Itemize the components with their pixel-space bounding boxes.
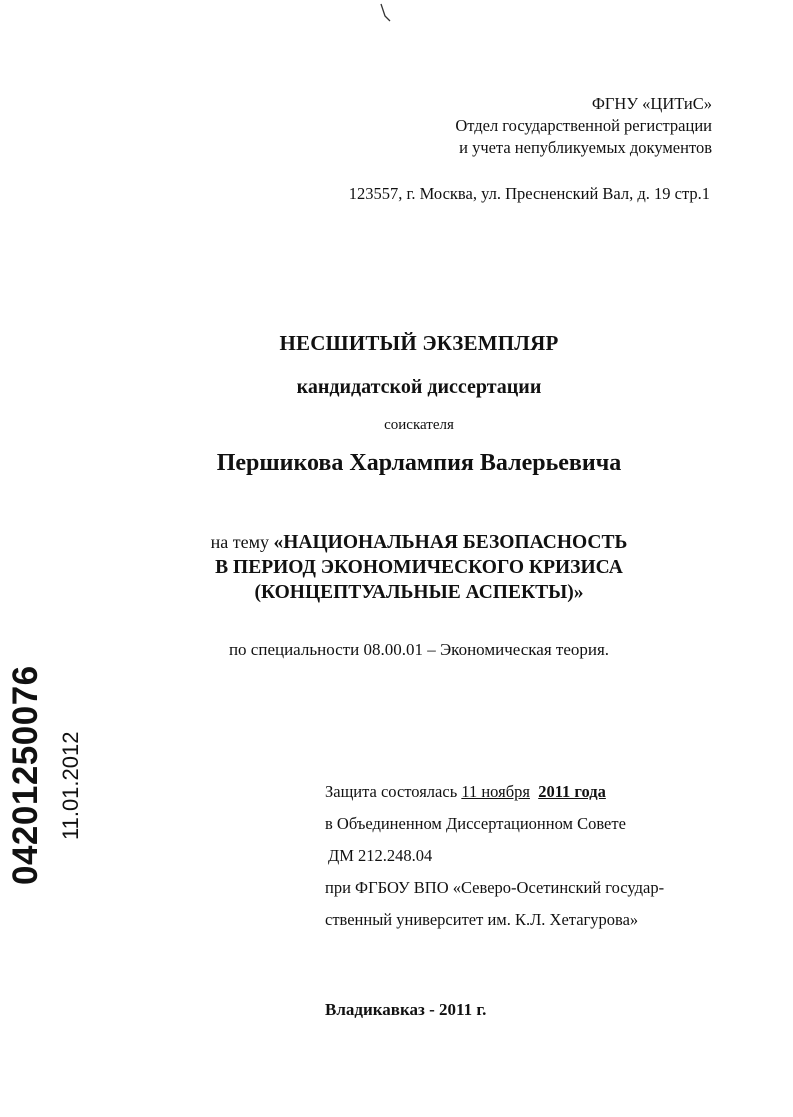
defense-university-1: при ФГБОУ ВПО «Северо-Осетинский государ- — [325, 878, 665, 897]
address: 123557, г. Москва, ул. Пресненский Вал, д. 19 стр.1 — [348, 184, 710, 203]
defense-info — [325, 776, 664, 936]
applicant-name: Першикова Харлампия Валерьевича — [216, 450, 622, 476]
applicant-label: соискателя — [384, 417, 454, 433]
dissertation-topic — [0, 530, 793, 605]
topic-line-3: (КОНЦЕПТУАЛЬНЫЕ АСПЕКТЫ)» — [254, 582, 584, 603]
defense-day: 11 ноября — [461, 782, 530, 801]
topic-line-2: В ПЕРИОД ЭКОНОМИЧЕСКОГО КРИЗИСА — [215, 557, 623, 578]
dept-line-2: и учета непубликуемых документов — [459, 138, 712, 157]
defense-year: 2011 года — [538, 782, 606, 801]
document-title: НЕСШИТЫЙ ЭКЗЕМПЛЯР — [279, 331, 559, 355]
topic-line-1: «НАЦИОНАЛЬНАЯ БЕЗОПАСНОСТЬ — [273, 532, 628, 553]
defense-university-2: ственный университет им. К.Л. Хетагурова» — [325, 910, 639, 929]
document-subtitle: кандидатской диссертации — [296, 376, 542, 398]
city-year: Владикавказ - 2011 г. — [325, 1000, 487, 1019]
dept-line-1: Отдел государственной регистрации — [455, 116, 712, 135]
pen-mark — [378, 2, 394, 24]
org-name: ФГНУ «ЦИТиС» — [591, 94, 712, 113]
organization-header — [455, 93, 712, 159]
defense-council-code: ДМ 212.248.04 — [328, 846, 433, 865]
defense-council: в Объединенном Диссертационном Совете — [325, 814, 626, 833]
specialty: по специальности 08.00.01 – Экономическая теория. — [228, 640, 610, 659]
registration-date-stamp: 11.01.2012 — [58, 731, 83, 840]
topic-prefix: на тему — [210, 532, 274, 552]
registration-number-stamp: 04201250076 — [6, 665, 45, 885]
defense-prefix: Защита состоялась — [325, 782, 462, 801]
